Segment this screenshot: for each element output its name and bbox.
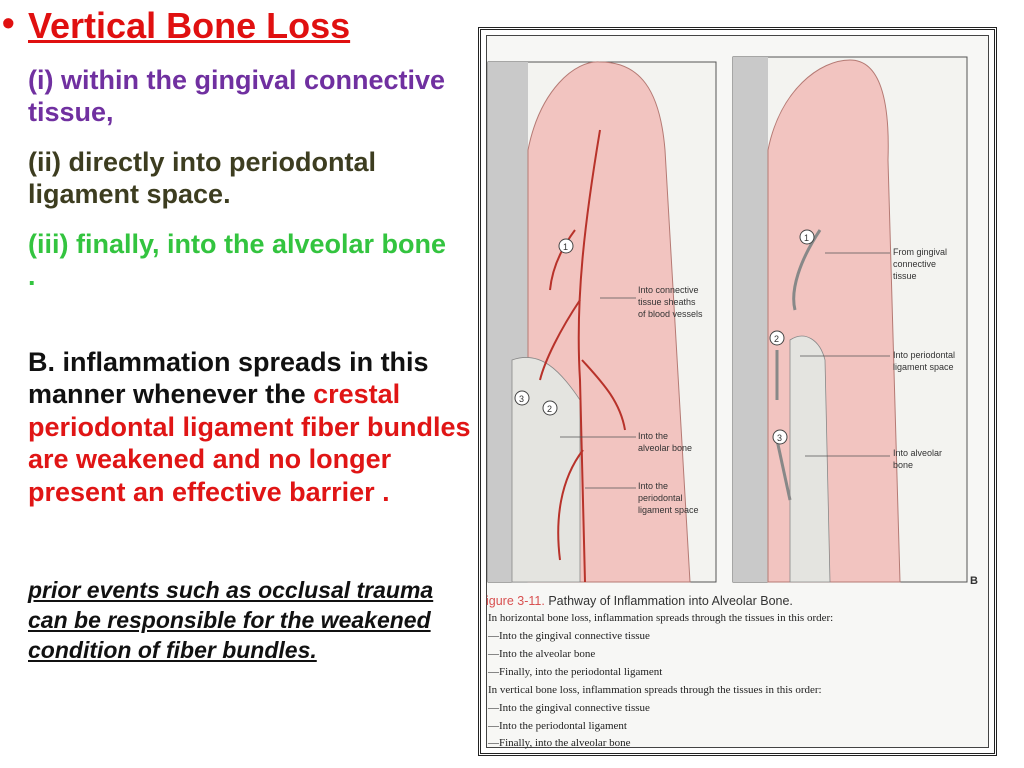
caption-title bbox=[486, 594, 793, 608]
label-connective-2: tissue sheaths bbox=[638, 297, 696, 307]
panel-b-marker-3 bbox=[773, 430, 787, 444]
panel-a-marker-1 bbox=[559, 239, 573, 253]
point-iii-text: (iii) finally, into the alveolar bone . bbox=[28, 229, 447, 292]
panel-b-marker-1 bbox=[800, 230, 814, 244]
label-connective-1: Into connective bbox=[638, 285, 699, 295]
caption-title-text: Pathway of Inflammation into Alveolar Bone. bbox=[548, 594, 793, 608]
panel-b-bone bbox=[790, 336, 830, 582]
svg-text:1: 1 bbox=[563, 242, 569, 252]
panel-b-letter: B bbox=[970, 575, 978, 587]
panel-a-marker-2 bbox=[543, 401, 557, 415]
point-b-lead: B. inflammation spreads in this manner whenever the bbox=[28, 347, 429, 410]
panel-b-gingiva bbox=[768, 60, 900, 582]
point-b-emphasis: crestal periodontal ligament fiber bundles are weakened and no longer present an effective barrier . bbox=[28, 379, 471, 507]
caption-line: —Into the gingival connective tissue bbox=[488, 630, 650, 642]
caption-figure-number: igure 3-11. bbox=[486, 594, 545, 608]
label-gingival-3: tissue bbox=[893, 271, 917, 281]
label-bone-2: bone bbox=[893, 460, 914, 470]
label-connective-3: of blood vessels bbox=[638, 309, 703, 319]
caption-line: —Into the alveolar bone bbox=[488, 648, 596, 660]
svg-text:3: 3 bbox=[777, 433, 783, 443]
svg-text:2: 2 bbox=[547, 404, 553, 414]
note-text: prior events such as occlusal trauma can be responsible for the weakened condition of fiber bundles. bbox=[28, 577, 434, 663]
bullet-dot: • bbox=[2, 2, 15, 43]
svg-text:3: 3 bbox=[519, 394, 525, 404]
point-i-text: (i) within the gingival connective tissue, bbox=[28, 65, 446, 128]
label-pdl-2: periodontal bbox=[638, 493, 683, 503]
caption-line: —Finally, into the alveolar bone bbox=[488, 737, 631, 749]
caption-line: In vertical bone loss, inflammation spreads through the tissues in this order: bbox=[488, 684, 822, 696]
label-pdl-3: ligament space bbox=[638, 505, 699, 515]
label-bone-1: Into alveolar bbox=[893, 448, 943, 458]
label-alveolar-1: Into the bbox=[638, 431, 669, 441]
panel-b-marker-2 bbox=[770, 331, 784, 345]
label-alveolar-2: alveolar bone bbox=[638, 443, 693, 453]
caption-line: —Finally, into the periodontal ligament bbox=[488, 666, 663, 678]
label-gingival-1: From gingival bbox=[893, 247, 948, 257]
panel-a-marker-3 bbox=[515, 391, 529, 405]
svg-text:2: 2 bbox=[774, 334, 780, 344]
caption-line: In horizontal bone loss, inflammation spreads through the tissues in this order: bbox=[488, 612, 834, 624]
point-ii-text: (ii) directly into periodontal ligament space. bbox=[28, 147, 377, 210]
caption-line: —Into the periodontal ligament bbox=[488, 720, 627, 732]
panel-b-tooth bbox=[733, 57, 768, 582]
label-gingival-2: connective bbox=[893, 259, 937, 269]
label-pdl-1: Into the bbox=[638, 481, 669, 491]
label-b-pdl-2: ligament space bbox=[893, 362, 954, 372]
label-b-pdl-1: Into periodontal bbox=[893, 350, 956, 360]
slide-title: Vertical Bone Loss bbox=[28, 5, 351, 46]
svg-text:1: 1 bbox=[804, 233, 810, 243]
caption-line: —Into the gingival connective tissue bbox=[488, 702, 650, 714]
